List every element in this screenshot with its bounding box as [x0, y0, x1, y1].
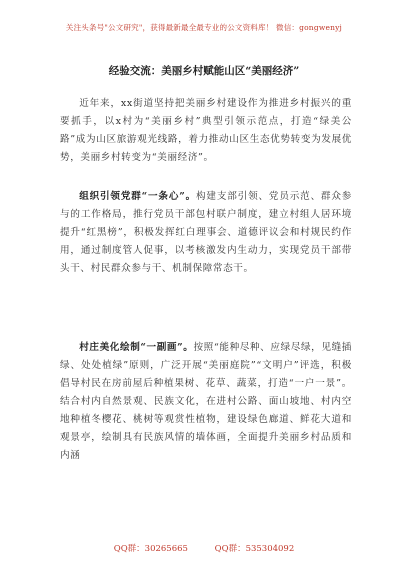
paragraph-body: 按照“能种尽种、应绿尽绿，见缝插绿、处处植绿”原则，广泛开展“美丽庭院”“文明户”评选，积极倡导村民在房前屋后种植果树、花草、蔬菜，打造“一户一景”。结合村内自然景观、民族文化，在进村公路、面山坡地、村内空地种植冬樱花、桃树等观赏性植物，建设绿色廊道、鲜花大道和观景亭，绘制具有民族风情的墙体画，全面提升美丽乡村品质和内涵: [60, 342, 352, 461]
paragraph-organization: [60, 188, 352, 278]
footer-qq-group-2: QQ群：535304092: [214, 544, 295, 554]
paragraph-beautification: [60, 339, 352, 465]
paragraph-body: 构建支部引领、党员示范、群众参与的工作格局，推行党员干部包村联户制度，建立村组人居环境提升“红黑榜”，积极发挥红白理事会、道德评议会和村规民约作用，通过制度管人促事，以考核激发内生动力，实现党员干部带头干、村民群众参与干、机制保障常态干。: [60, 191, 353, 274]
footer-qq-group-1: QQ群：30265665: [113, 544, 188, 554]
paragraph-lead: 组织引领党群“一条心”。: [79, 191, 197, 202]
paragraph-body: 近年来，xx街道坚持把美丽乡村建设作为推进乡村振兴的重要抓手，以x村为“美丽乡村”典型引领示范点，打造“绿美公路”成为山区旅游观光线路，着力推动山区生态优势转变为发展优势，美丽乡村转变为“美丽经济”。: [60, 98, 352, 163]
document-title: 经验交流：美丽乡村赋能山区“美丽经济”: [108, 65, 300, 77]
header-promo-note: 关注头条号"公文研究"，获得最新最全最专业的公文资料库！ 微信：gongwenyj: [65, 23, 343, 32]
paragraph-lead: 村庄美化绘制“一副画”。: [79, 342, 194, 353]
footer-contact: [0, 542, 408, 554]
paragraph-intro: [60, 95, 352, 167]
